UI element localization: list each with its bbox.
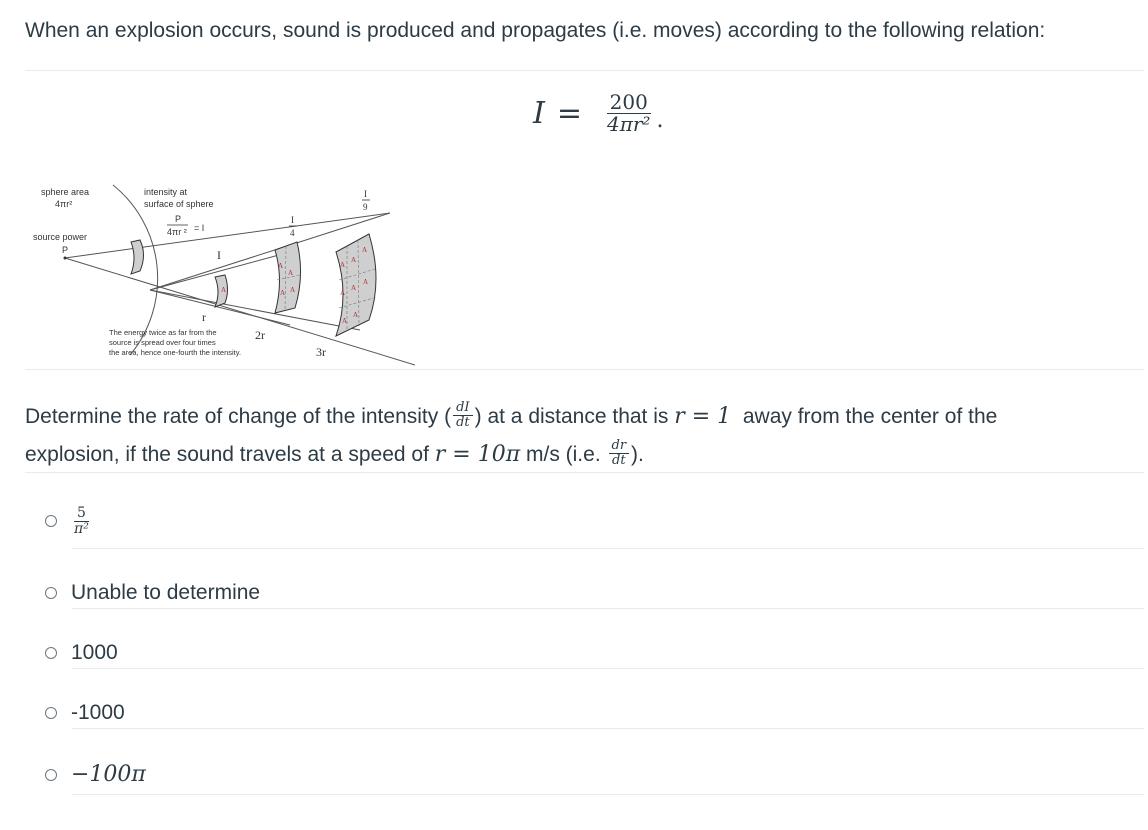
label-I9-num: I [364, 189, 367, 199]
label-source-symbol: P [62, 245, 69, 255]
answer-option-4[interactable] [45, 701, 125, 725]
speed-value: r = 10π [434, 442, 521, 467]
dI-dt-fraction [453, 401, 473, 429]
divider [72, 794, 1144, 795]
source-point [64, 257, 67, 260]
answer-option-1[interactable] [45, 506, 92, 536]
caption-line-1: The energy twice as far from the [109, 328, 217, 337]
label-3r: 3r [316, 345, 326, 359]
question-intro: When an explosion occurs, sound is produced and propagates (i.e. moves) according to the following relation: [25, 19, 1046, 42]
divider [25, 472, 1144, 473]
question-line-2 [25, 436, 1147, 474]
label-I4-num: I [291, 215, 294, 225]
r-equals-1: r = 1 [674, 404, 732, 429]
radio-button[interactable] [45, 769, 57, 781]
divider [25, 70, 1144, 71]
patch-letter: A [342, 317, 348, 325]
patch-letter: A [290, 286, 296, 294]
inverse-square-diagram [25, 180, 415, 370]
patch-letter: A [280, 289, 286, 297]
radio-button[interactable] [45, 647, 57, 659]
question-part: m/s (i.e. [520, 443, 607, 466]
formula-period: . [656, 108, 664, 133]
divider [25, 369, 1144, 370]
area-patch-1 [131, 240, 144, 274]
formula-fraction [604, 92, 653, 135]
label-I9-den: 9 [363, 202, 368, 212]
question-part: away from the center of the [742, 405, 998, 428]
label-source-power: source power [33, 232, 88, 242]
answer-option-2[interactable] [45, 581, 260, 605]
answer-option-3[interactable] [45, 641, 118, 665]
label-r: r [202, 310, 206, 324]
patch-letter: A [288, 269, 294, 277]
formula-lhs: I [533, 96, 545, 131]
question-part: ). [631, 443, 644, 466]
patch-letter: A [351, 284, 357, 292]
option-numerator: 5 [74, 506, 89, 522]
radio-button[interactable] [45, 587, 57, 599]
divider [72, 668, 1144, 669]
patch-letter: A [221, 286, 227, 294]
option-denominator: π² [74, 520, 89, 537]
label-2r: 2r [255, 328, 265, 342]
patch-letter: A [351, 256, 357, 264]
caption-line-3: the area, hence one-fourth the intensity. [109, 348, 242, 357]
patch-letter: A [363, 278, 369, 286]
dI-num: dI [453, 401, 472, 416]
patch-letter: A [278, 262, 284, 270]
label-I4-den: 4 [290, 228, 295, 238]
dI-den: dt [456, 414, 470, 430]
radio-button[interactable] [45, 707, 57, 719]
dr-den: dt [612, 452, 626, 468]
option-label: -1000 [71, 701, 125, 724]
divider [72, 728, 1144, 729]
divider [72, 548, 1144, 549]
ray [150, 290, 360, 330]
formula-denominator: 4πr² [607, 112, 651, 136]
label-intensity-at: intensity at [144, 187, 188, 197]
caption-line-2: source is spread over four times [109, 338, 216, 347]
question-line-1 [25, 398, 1147, 436]
intensity-formula [533, 92, 663, 135]
radio-button[interactable] [45, 515, 57, 527]
question-part: Determine the rate of change of the intensity ( [25, 405, 452, 428]
divider [72, 608, 1144, 609]
dr-num: dr [609, 439, 630, 454]
dr-dt-fraction [609, 439, 630, 467]
patch-letter: A [340, 261, 346, 269]
label-I: I [217, 248, 221, 262]
option-fraction [71, 506, 92, 536]
label-intensity-eq: = I [194, 223, 205, 233]
label-sphere-area: sphere area [41, 187, 90, 197]
formula-equals: = [556, 96, 582, 131]
question-part: ) at a distance that is [474, 405, 675, 428]
patch-letter: A [340, 289, 346, 297]
answer-option-5[interactable] [45, 762, 146, 787]
option-label: −100π [71, 762, 146, 787]
question-part: explosion, if the sound travels at a speed of [25, 443, 435, 466]
label-sphere-area-formula: 4πr² [55, 199, 73, 209]
label-intensity-num: P [175, 214, 182, 224]
label-surface-of-sphere: surface of sphere [144, 199, 214, 209]
patch-letter: A [353, 311, 359, 319]
question-text [25, 398, 1147, 474]
option-label: 1000 [71, 641, 118, 664]
formula-numerator: 200 [607, 92, 651, 114]
option-label: Unable to determine [71, 581, 261, 604]
label-intensity-den: 4πr ² [167, 227, 187, 237]
patch-letter: A [362, 246, 368, 254]
